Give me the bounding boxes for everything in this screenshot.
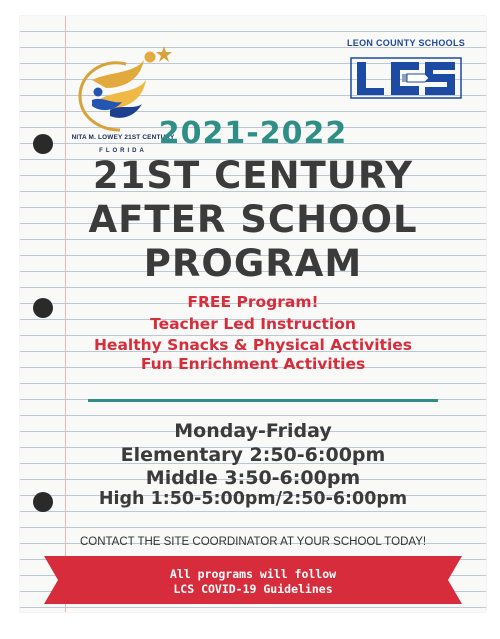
highlight-snacks: Healthy Snacks & Physical Activities: [93, 336, 413, 354]
title-line-2: AFTER SCHOOL: [88, 198, 418, 241]
lcs-logo: [347, 38, 465, 110]
banner-line-1: All programs will follow: [169, 567, 337, 581]
notebook-paper: [20, 16, 486, 612]
lowey-name: NITA M. LOWEY 21ST CENTURY: [71, 134, 175, 141]
highlight-free: FREE Program!: [187, 293, 319, 311]
lcs-mark-icon: [347, 50, 465, 110]
banner-line-2: LCS COVID-19 Guidelines: [173, 582, 333, 596]
covid-banner: [44, 556, 462, 604]
title-line-1: 21ST CENTURY: [92, 154, 414, 197]
lowey-state: FLORIDA: [99, 148, 147, 154]
school-year: 2021-2022: [158, 116, 348, 151]
schedule-middle: Middle 3:50-6:00pm: [145, 467, 361, 489]
contact-note: CONTACT THE SITE COORDINATOR AT YOUR SCHOOL TODAY!: [79, 536, 427, 548]
schedule-high: High 1:50-5:00pm/2:50-6:00pm: [98, 489, 408, 509]
divider: [88, 399, 438, 402]
highlight-enrichment: Fun Enrichment Activities: [140, 355, 366, 373]
margin-line: [65, 16, 66, 612]
highlight-teacher: Teacher Led Instruction: [150, 315, 356, 333]
schedule-elementary: Elementary 2:50-6:00pm: [120, 444, 386, 466]
lcs-name: LEON COUNTY SCHOOLS: [347, 38, 466, 48]
title-line-3: PROGRAM: [143, 242, 363, 285]
schedule-days: Monday-Friday: [174, 420, 332, 442]
